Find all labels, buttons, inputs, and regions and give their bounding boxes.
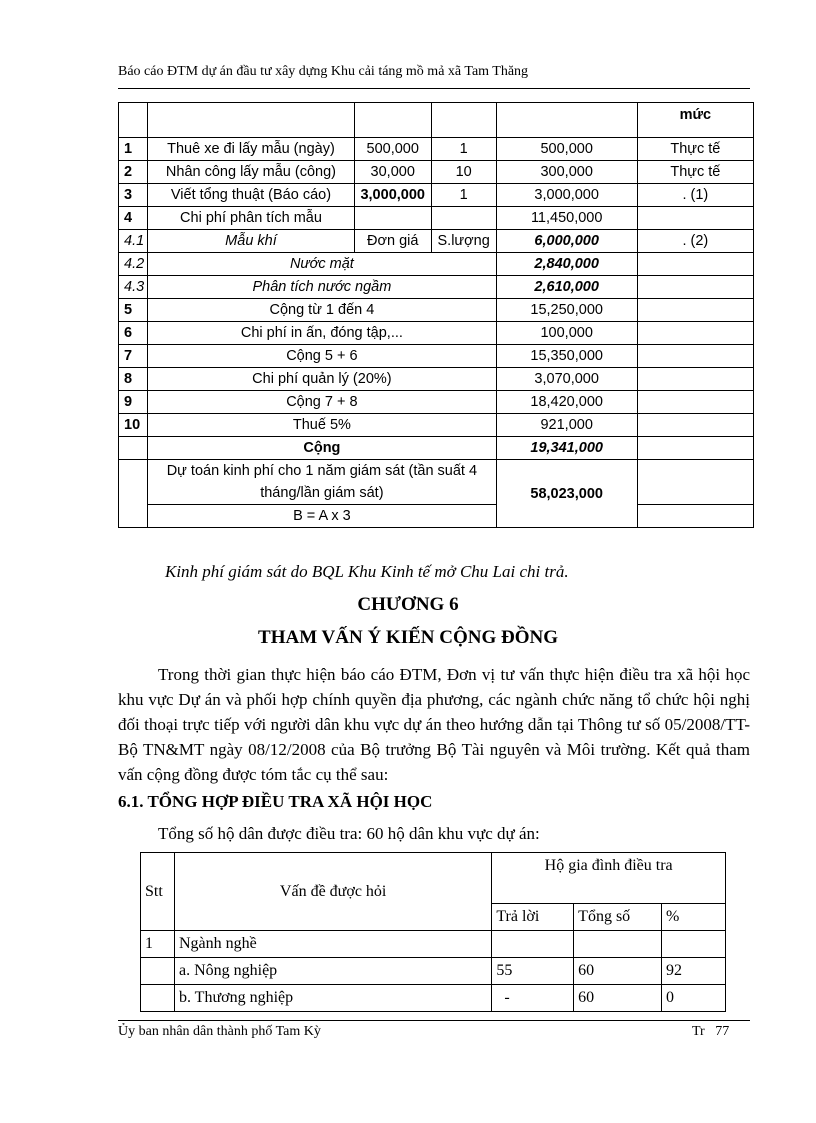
table-row: 4.2 Nước mặt 2,840,000 — [119, 253, 754, 276]
table-header-row: Trả lời Tổng số % — [141, 904, 726, 931]
table-row — [119, 103, 754, 138]
footer-rule — [118, 1020, 750, 1021]
page-number: Tr 77 — [692, 1024, 730, 1039]
table-row: 1 Ngành nghề — [141, 931, 726, 958]
table-row: 4.3 Phân tích nước ngầm 2,610,000 — [119, 276, 754, 299]
survey-intro: Tổng số hộ dân được điều tra: 60 hộ dân khu vực dự án: — [158, 824, 540, 843]
basis-header-fragment: mức — [637, 103, 753, 138]
chapter-title: THAM VẤN Ý KIẾN CỘNG ĐỒNG — [258, 627, 558, 648]
table-row: 6 Chi phí in ấn, đóng tập,... 100,000 — [119, 322, 754, 345]
chapter-number: CHƯƠNG 6 — [357, 594, 459, 615]
table-row: 10 Thuế 5% 921,000 — [119, 414, 754, 437]
section-title: 6.1. TỔNG HỢP ĐIỀU TRA XÃ HỘI HỌC — [118, 792, 433, 811]
table-row: 1 Thuê xe đi lấy mẫu (ngày) 500,000 1 500,000 Thực tế — [119, 138, 754, 161]
table-row: 4 Chi phí phân tích mẫu 11,450,000 — [119, 207, 754, 230]
footer-organization: Ủy ban nhân dân thành phố Tam Kỳ — [118, 1024, 321, 1039]
table-row: 4.1 Mẫu khí Đơn giá S.lượng 6,000,000 . (2) — [119, 230, 754, 253]
page-header: Báo cáo ĐTM dự án đầu tư xây dựng Khu cải táng mồ mả xã Tam Thăng — [118, 64, 529, 79]
table-row: 3 Viết tổng thuật (Báo cáo) 3,000,000 1 3,000,000 . (1) — [119, 184, 754, 207]
table-header-row: Stt Vấn đề được hỏi Hộ gia đình điều tra — [141, 853, 726, 904]
table-row: 8 Chi phí quản lý (20%) 3,070,000 — [119, 368, 754, 391]
table-row: 9 Cộng 7 + 8 18,420,000 — [119, 391, 754, 414]
table-row: 2 Nhân công lấy mẫu (công) 30,000 10 300,000 Thực tế — [119, 161, 754, 184]
header-rule — [118, 88, 750, 89]
intro-paragraph: Trong thời gian thực hiện báo cáo ĐTM, Đơn vị tư vấn thực hiện điều tra xã hội học khu vực Dự án và phối hợp chính quyền địa phương, các ngành chức năng tổ chức hội nghị đối thoại trực tiếp với người dân khu vực dự án theo hướng dẫn tại Thông tư số 05/2008/TT-Bộ TN&MT ngày 08/12/2008 của Bộ trưởng Bộ Tài nguyên và Môi trường. Kết quả tham vấn cộng đồng được tóm tắc cụ thể sau: — [118, 665, 750, 784]
table-row-formula: B = A x 3 — [119, 505, 754, 528]
table-row: b. Thương nghiệp - 60 0 — [141, 985, 726, 1012]
cost-table — [118, 102, 754, 528]
table-row: 5 Cộng từ 1 đến 4 15,250,000 — [119, 299, 754, 322]
funding-note: Kinh phí giám sát do BQL Khu Kinh tế mở Chu Lai chi trả. — [165, 562, 569, 581]
table-row-total: Cộng 19,341,000 — [119, 437, 754, 460]
survey-table — [140, 852, 726, 1012]
table-row: a. Nông nghiệp 55 60 92 — [141, 958, 726, 985]
table-row-annual: Dự toán kinh phí cho 1 năm giám sát (tần suất 4 tháng/lần giám sát) 58,023,000 — [119, 460, 754, 505]
table-row: 7 Cộng 5 + 6 15,350,000 — [119, 345, 754, 368]
